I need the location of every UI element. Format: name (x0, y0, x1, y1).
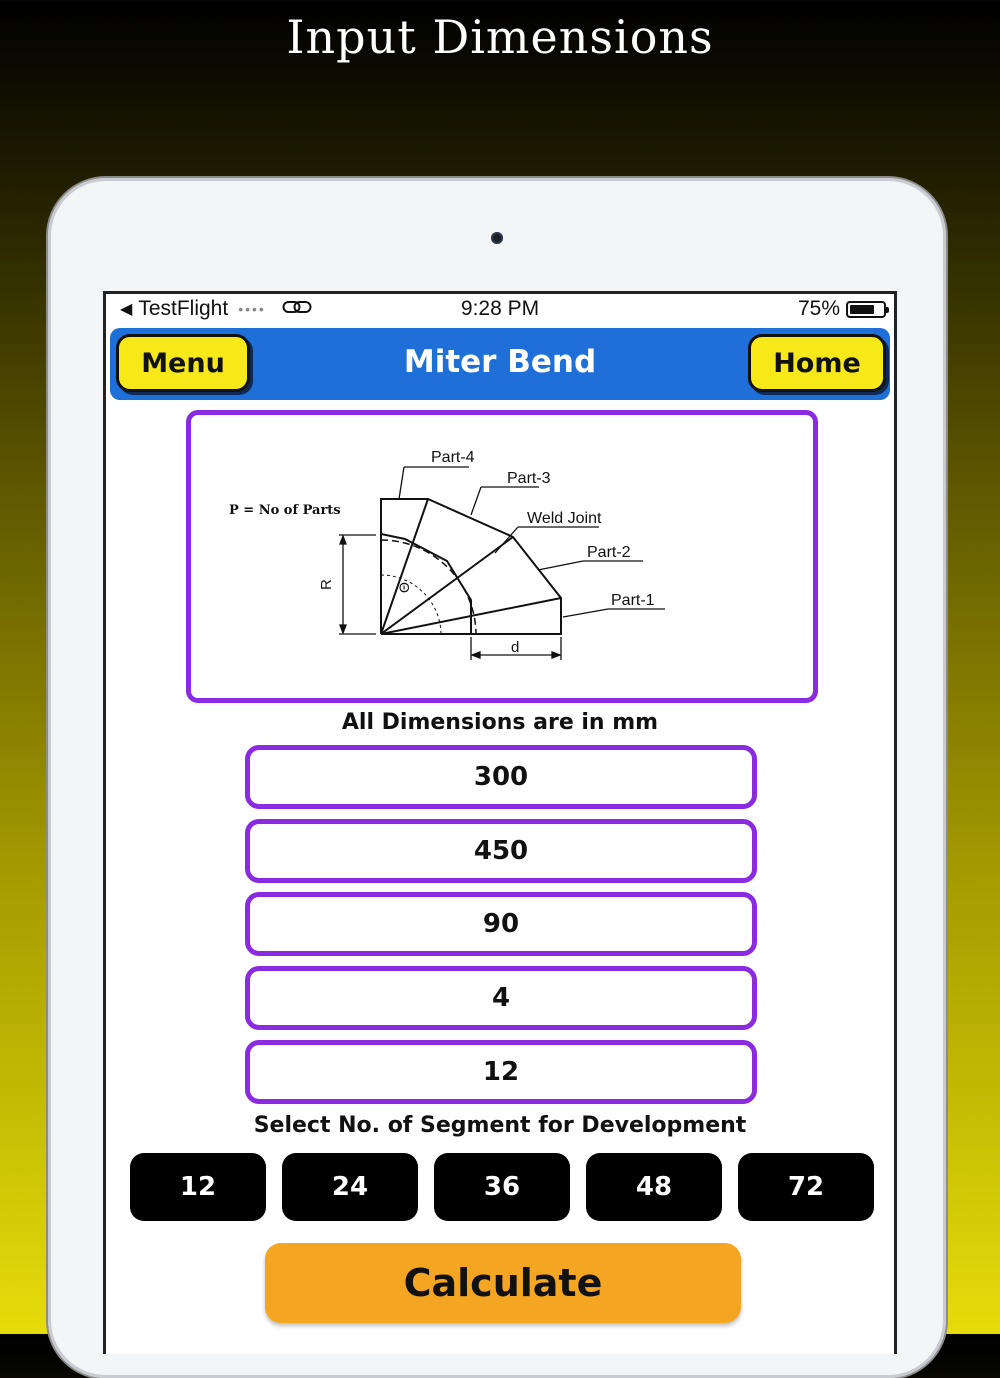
part-4-label: Part-4 (431, 449, 475, 466)
dimension-input-1[interactable]: 300 (245, 745, 757, 809)
front-camera (491, 232, 503, 244)
nav-bar (110, 328, 890, 400)
app-screen (103, 291, 897, 1354)
segment-button-24[interactable]: 24 (282, 1153, 418, 1221)
part-3-label: Part-3 (507, 470, 551, 487)
home-button[interactable]: Home (748, 334, 886, 392)
promo-title: Input Dimensions (286, 10, 714, 64)
dimension-input-5[interactable]: 12 (245, 1040, 757, 1104)
menu-button[interactable]: Menu (116, 334, 250, 392)
weld-joint-label: Weld Joint (527, 510, 602, 527)
theta-label: Θ (396, 582, 412, 593)
back-app-label[interactable]: TestFlight (138, 297, 229, 320)
part-1-label: Part-1 (611, 592, 655, 609)
radius-dimension (339, 535, 376, 634)
page-title: Miter Bend (403, 344, 597, 380)
segment-button-48[interactable]: 48 (586, 1153, 722, 1221)
battery-icon (846, 301, 886, 318)
calculate-button[interactable]: Calculate (265, 1243, 741, 1323)
radius-label: R (318, 579, 335, 590)
segment-button-72[interactable]: 72 (738, 1153, 874, 1221)
signal-dots-icon: •••• (238, 301, 266, 317)
back-arrow-icon[interactable]: ◀ (120, 301, 133, 318)
segment-button-36[interactable]: 36 (434, 1153, 570, 1221)
status-bar (106, 294, 894, 324)
battery-fill (850, 305, 874, 314)
dimension-input-2[interactable]: 450 (245, 819, 757, 883)
battery-percent: 75% (797, 297, 840, 320)
diameter-label: d (511, 639, 520, 656)
status-right (798, 297, 886, 321)
parts-legend: P = No of Parts (229, 503, 341, 518)
status-left (120, 297, 312, 321)
part-2-label: Part-2 (587, 544, 631, 561)
miter-bend-drawing (191, 415, 813, 698)
segment-button-12[interactable]: 12 (130, 1153, 266, 1221)
dimension-input-4[interactable]: 4 (245, 966, 757, 1030)
dimension-input-3[interactable]: 90 (245, 892, 757, 956)
battery-tip (886, 307, 889, 313)
link-icon (282, 299, 312, 320)
miter-bend-diagram (186, 410, 818, 703)
units-label: All Dimensions are in mm (341, 710, 659, 735)
status-time: 9:28 PM (460, 297, 540, 320)
segment-label: Select No. of Segment for Development (253, 1113, 747, 1138)
